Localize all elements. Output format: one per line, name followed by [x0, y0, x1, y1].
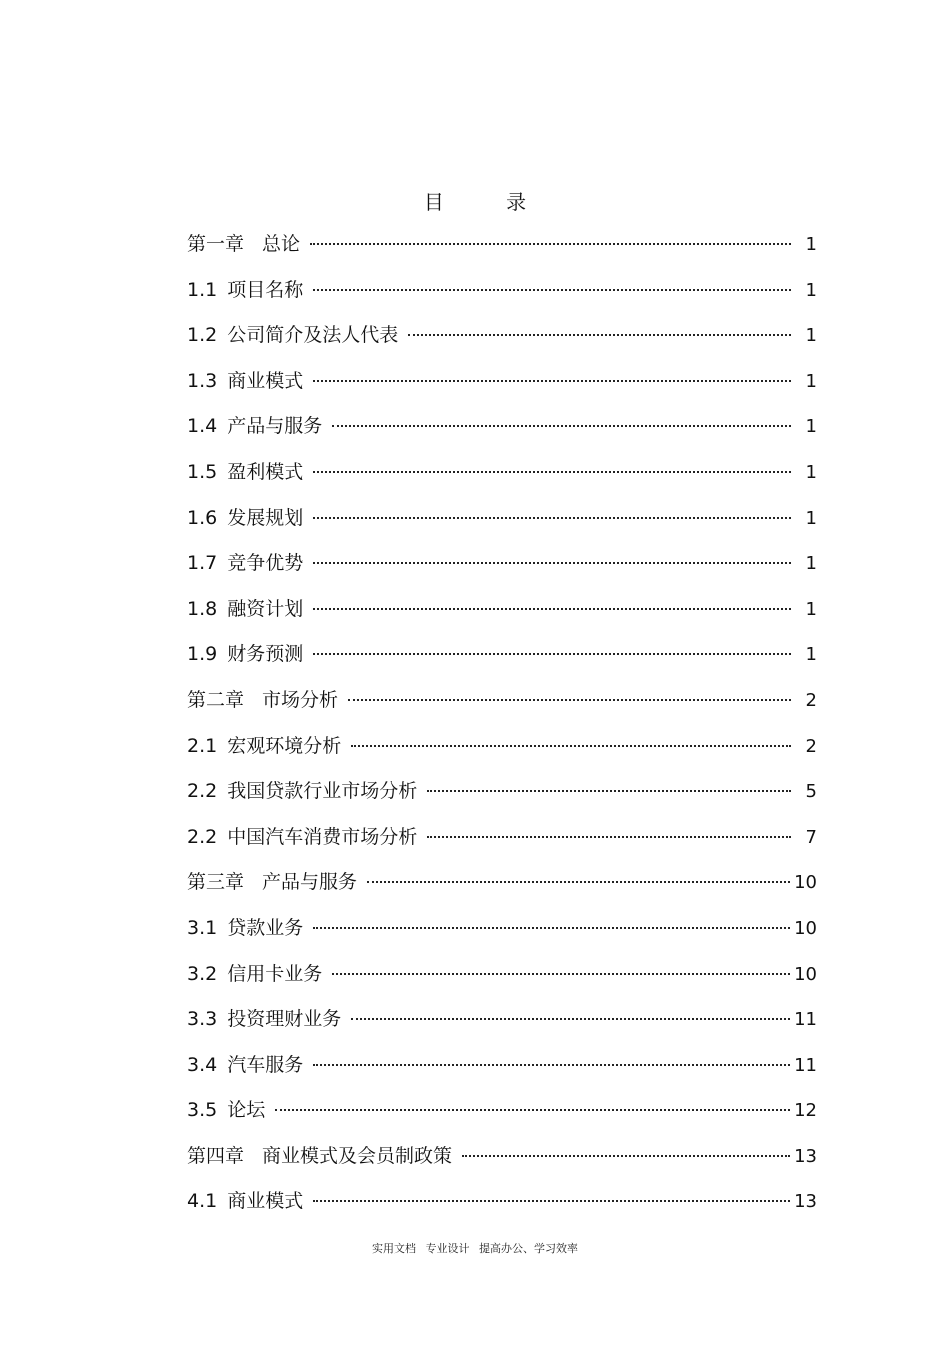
- toc-entry-label: [187, 593, 313, 625]
- toc-entry[interactable]: [187, 1049, 817, 1095]
- toc-entry-label: [187, 456, 313, 488]
- toc-entry-number: 1.6: [187, 506, 218, 529]
- toc-entry[interactable]: [187, 547, 817, 593]
- toc-entry-title: 发展规划: [227, 506, 304, 529]
- toc-entry-number: 1.4: [187, 415, 218, 438]
- toc-entry-number: 2.2: [187, 825, 218, 848]
- toc-dot-leader: [313, 289, 791, 291]
- toc-entry-label: [187, 410, 332, 442]
- toc-entry-title: 商业模式: [227, 1190, 304, 1213]
- toc-entry-page: 12: [794, 1100, 817, 1122]
- toc-entry[interactable]: [187, 274, 817, 320]
- toc-entry-label: [187, 866, 367, 898]
- toc-entry-number: 第四章: [187, 1144, 245, 1167]
- toc-dot-leader: [313, 608, 791, 610]
- toc-entry-page: 1: [805, 507, 817, 529]
- toc-entry-page: 1: [805, 325, 817, 347]
- toc-entry[interactable]: [187, 958, 817, 1004]
- toc-entry-title: 竞争优势: [227, 552, 304, 575]
- toc-entry-label: [187, 319, 408, 351]
- toc-entry-page: 1: [805, 461, 817, 483]
- toc-entry[interactable]: [187, 730, 817, 776]
- toc-entry[interactable]: [187, 228, 817, 274]
- toc-entry-label: [187, 958, 332, 990]
- toc-entry-title: 中国汽车消费市场分析: [227, 825, 418, 848]
- toc-dot-leader: [313, 380, 791, 382]
- toc-entry-title: 汽车服务: [227, 1053, 304, 1076]
- toc-entry[interactable]: [187, 1003, 817, 1049]
- toc-entry-label: [187, 1094, 275, 1126]
- toc-dot-leader: [313, 471, 791, 473]
- toc-entry-title: 项目名称: [227, 278, 304, 301]
- toc-dot-leader: [313, 653, 791, 655]
- toc-entry-page: 10: [794, 872, 817, 894]
- toc-dot-leader: [427, 790, 791, 792]
- toc-title: 目 录: [423, 190, 555, 214]
- toc-entry[interactable]: [187, 775, 817, 821]
- toc-entry-label: [187, 365, 313, 397]
- toc-entry-label: [187, 228, 310, 260]
- toc-entry-page: 2: [805, 735, 817, 757]
- toc-entry-number: 1.7: [187, 552, 218, 575]
- toc-entry[interactable]: [187, 866, 817, 912]
- toc-entry-page: 1: [805, 644, 817, 666]
- toc-entry-page: 7: [805, 826, 817, 848]
- toc-entry-number: 3.2: [187, 962, 218, 985]
- toc-entry-label: [187, 1185, 313, 1217]
- toc-entry-label: [187, 547, 313, 579]
- toc-dot-leader: [275, 1109, 790, 1111]
- toc-dot-leader: [348, 699, 791, 701]
- toc-entry-page: 2: [805, 689, 817, 711]
- toc-entry-page: 5: [805, 781, 817, 803]
- toc-entry-title: 产品与服务: [262, 871, 358, 894]
- toc-entry-label: [187, 912, 313, 944]
- toc-entry-number: 第二章: [187, 688, 245, 711]
- toc-entry-page: 11: [794, 1054, 817, 1076]
- toc-entry-page: 1: [805, 234, 817, 255]
- toc-entry-label: [187, 1003, 351, 1035]
- toc-entry-title: 宏观环境分析: [227, 734, 342, 757]
- toc-entry[interactable]: [187, 638, 817, 684]
- toc-entry-page: 1: [805, 553, 817, 575]
- toc-entry-label: [187, 1049, 313, 1081]
- toc-entry-page: 13: [794, 1145, 817, 1167]
- toc-dot-leader: [427, 836, 791, 838]
- toc-dot-leader: [313, 927, 790, 929]
- toc-entry-number: 3.1: [187, 916, 218, 939]
- toc-entry-title: 融资计划: [227, 597, 304, 620]
- toc-entry-label: [187, 502, 313, 534]
- toc-entry-title: 我国贷款行业市场分析: [227, 780, 418, 803]
- toc-entry-number: 2.1: [187, 734, 218, 757]
- toc-dot-leader: [313, 517, 791, 519]
- toc-dot-leader: [408, 334, 791, 336]
- toc-entry-number: 1.1: [187, 278, 218, 301]
- toc-entry-title: 商业模式: [227, 369, 304, 392]
- page-footer: 实用文档 专业设计 提高办公、学习效率: [372, 1242, 578, 1255]
- toc-entry-number: 2.2: [187, 780, 218, 803]
- toc-entry-page: 10: [794, 963, 817, 985]
- toc-entry-page: 1: [805, 279, 817, 301]
- toc-entry-number: 3.4: [187, 1053, 218, 1076]
- toc-entry-number: 3.3: [187, 1008, 218, 1031]
- toc-entry-label: [187, 1140, 462, 1172]
- toc-dot-leader: [332, 425, 791, 427]
- toc-entry-label: [187, 821, 427, 853]
- toc-entry-page: 11: [794, 1009, 817, 1031]
- toc-entry[interactable]: [187, 456, 817, 502]
- toc-entry-number: 第一章: [187, 233, 245, 255]
- toc-entry-number: 1.5: [187, 460, 218, 483]
- toc-dot-leader: [313, 1200, 790, 1202]
- toc-entry-title: 论坛: [227, 1099, 266, 1122]
- toc-entry-label: [187, 684, 348, 716]
- toc-dot-leader: [351, 745, 791, 747]
- toc-entry[interactable]: [187, 1140, 817, 1186]
- toc-entry-title: 商业模式及会员制政策: [262, 1144, 453, 1167]
- toc-dot-leader: [313, 1064, 790, 1066]
- toc-entry[interactable]: [187, 365, 817, 411]
- toc-entry-title: 信用卡业务: [227, 962, 323, 985]
- toc-dot-leader: [351, 1018, 790, 1020]
- toc-entry[interactable]: [187, 502, 817, 548]
- toc-entry-number: 1.8: [187, 597, 218, 620]
- toc-entry-label: [187, 274, 313, 306]
- toc-entry-title: 产品与服务: [227, 415, 323, 438]
- toc-entry-title: 贷款业务: [227, 916, 304, 939]
- table-of-contents: [187, 228, 817, 1231]
- toc-entry[interactable]: [187, 1185, 817, 1231]
- toc-dot-leader: [332, 973, 790, 975]
- toc-dot-leader: [313, 562, 791, 564]
- toc-entry-number: 1.2: [187, 324, 218, 347]
- toc-entry[interactable]: [187, 912, 817, 958]
- toc-entry-page: 13: [794, 1191, 817, 1213]
- toc-entry[interactable]: [187, 593, 817, 639]
- toc-entry[interactable]: [187, 684, 817, 730]
- toc-entry[interactable]: [187, 410, 817, 456]
- toc-entry-title: 盈利模式: [227, 460, 304, 483]
- toc-entry-number: 1.3: [187, 369, 218, 392]
- toc-entry-number: 4.1: [187, 1190, 218, 1213]
- toc-entry[interactable]: [187, 1094, 817, 1140]
- toc-entry-label: [187, 638, 313, 670]
- toc-dot-leader: [462, 1155, 790, 1157]
- toc-entry-page: 1: [805, 370, 817, 392]
- toc-entry-number: 1.9: [187, 643, 218, 666]
- toc-entry-title: 财务预测: [227, 643, 304, 666]
- toc-entry[interactable]: [187, 821, 817, 867]
- toc-entry[interactable]: [187, 319, 817, 365]
- toc-entry-page: 10: [794, 917, 817, 939]
- toc-entry-title: 市场分析: [262, 688, 339, 711]
- toc-dot-leader: [367, 881, 790, 883]
- toc-entry-label: [187, 730, 351, 762]
- toc-entry-page: 1: [805, 416, 817, 438]
- toc-entry-number: 第三章: [187, 871, 245, 894]
- toc-entry-label: [187, 775, 427, 807]
- toc-entry-number: 3.5: [187, 1099, 218, 1122]
- toc-entry-title: 公司简介及法人代表: [227, 324, 399, 347]
- toc-entry-title: 投资理财业务: [227, 1008, 342, 1031]
- toc-dot-leader: [310, 243, 791, 245]
- toc-entry-page: 1: [805, 598, 817, 620]
- toc-entry-title: 总论: [262, 233, 301, 255]
